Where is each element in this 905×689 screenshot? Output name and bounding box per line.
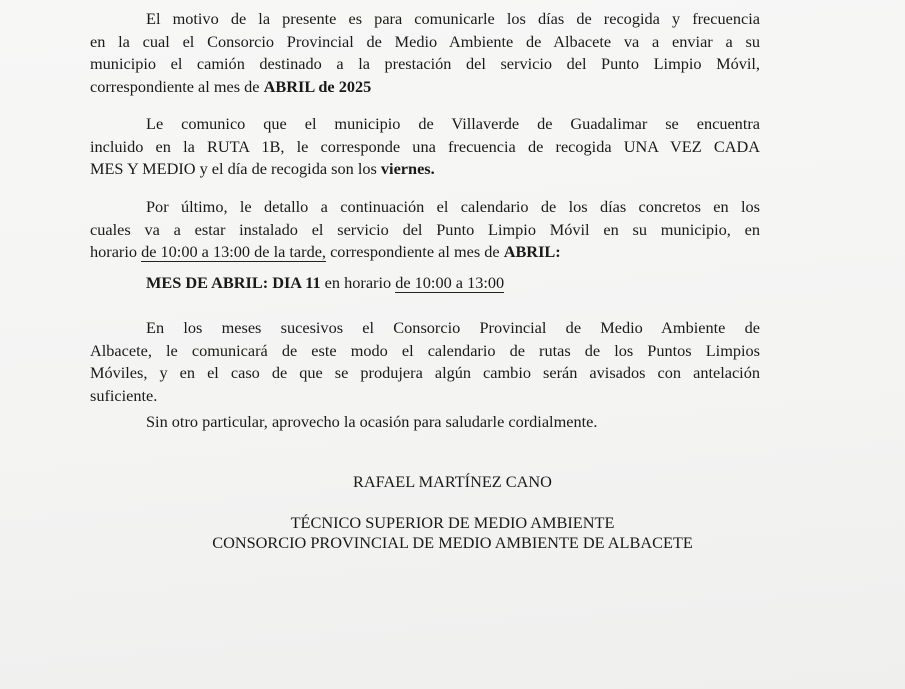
schedule-hours-underlined: de 10:00 a 13:00 de la tarde, — [141, 242, 327, 261]
paragraph-line — [90, 76, 760, 99]
paragraph-line: Albacete, le comunicará de este modo el calendario de rutas de los Puntos Limpios — [90, 340, 760, 360]
paragraph-line: Por último, le detallo a continuación el calendario de los días concretos en los — [146, 197, 760, 216]
paragraph-line: El motivo de la presente es para comunicarle los días de recogida y frecuencia — [146, 9, 760, 28]
weekday-bold: viernes. — [380, 159, 435, 178]
paragraph-despedida — [146, 411, 746, 434]
schedule-hours-underlined: de 10:00 a 13:00 — [395, 273, 505, 292]
paragraph-meses-sucesivos — [90, 317, 760, 407]
signatory-name: RAFAEL MARTÍNEZ CANO — [353, 472, 552, 491]
paragraph-line: municipio el camión destinado a la prestación del servicio del Punto Limpio Móvil, — [90, 54, 760, 73]
closing-line: Sin otro particular, aprovecho la ocasión para saludarle cordialmente. — [146, 412, 598, 431]
paragraph-ruta — [90, 113, 760, 181]
paragraph-line: en la cual el Consorcio Provincial de Medio Ambiente de Albacete va a enviar a su — [90, 31, 760, 51]
month-bold: ABRIL: — [503, 242, 561, 261]
paragraph-line: cuales va a estar instalado el servicio del Punto Limpio Móvil en su municipio, en — [90, 219, 760, 239]
paragraph-line — [90, 241, 760, 264]
paragraph-line — [90, 158, 760, 181]
schedule-date-line — [146, 272, 706, 295]
signatory-title: TÉCNICO SUPERIOR DE MEDIO AMBIENTE — [290, 513, 615, 532]
paragraph-line: Móviles, y en el caso de que se produjera algún cambio serán avisados con antelación — [90, 363, 760, 382]
schedule-date-bold: MES DE ABRIL: DIA 11 — [146, 273, 321, 292]
frequency-text: MES Y MEDIO y el día de recogida son los — [90, 159, 381, 178]
month-intro-text: correspondiente al mes de — [90, 76, 264, 96]
paragraph-line — [146, 272, 706, 295]
paragraph-calendario — [90, 196, 760, 264]
signatory-organization: CONSORCIO PROVINCIAL DE MEDIO AMBIENTE DE ALBACETE — [212, 533, 693, 552]
schedule-hours-intro: en horario — [320, 273, 396, 292]
paragraph-line: suficiente. — [90, 385, 158, 405]
paragraph-motivo — [90, 8, 760, 98]
paragraph-line: incluido en la RUTA 1B, le corresponde una frecuencia de recogida UNA VEZ CADA — [90, 136, 760, 156]
paragraph-line: En los meses sucesivos el Consorcio Provincial de Medio Ambiente de — [146, 318, 760, 337]
month-year-bold: ABRIL de 2025 — [263, 76, 372, 96]
schedule-month-text: correspondiente al mes de — [326, 242, 504, 261]
schedule-intro-text: horario — [90, 242, 142, 261]
paragraph-line: Le comunico que el municipio de Villaverde de Guadalimar se encuentra — [146, 114, 760, 133]
